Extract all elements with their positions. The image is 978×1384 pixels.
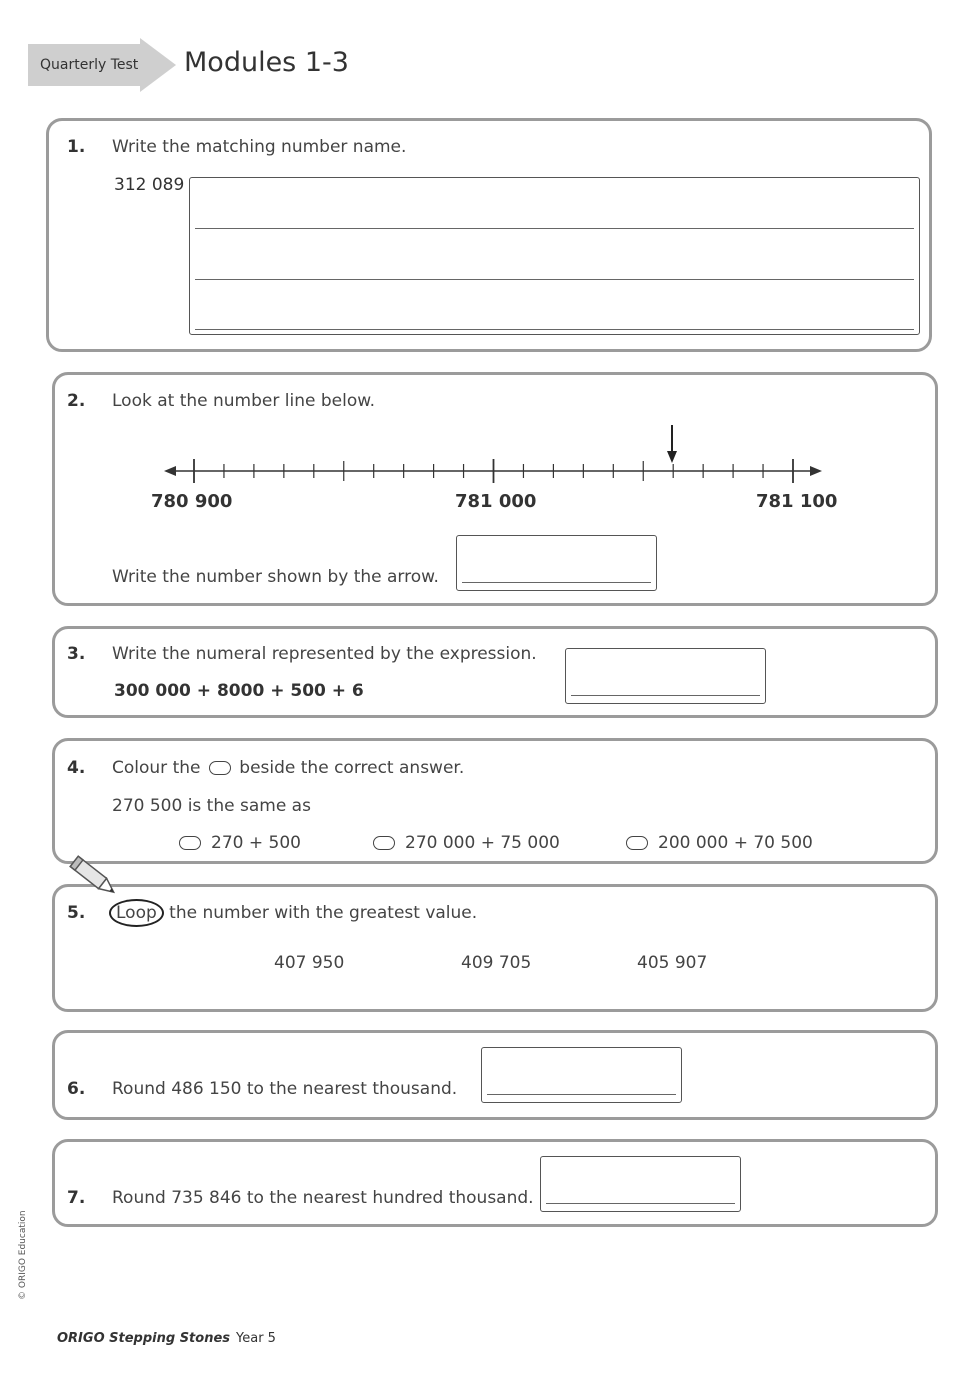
question-1-answer-box[interactable] bbox=[189, 177, 920, 335]
answer-line bbox=[462, 582, 651, 583]
answer-line bbox=[546, 1203, 735, 1204]
question-6 bbox=[52, 1030, 938, 1120]
number-line-label-start: 780 900 bbox=[151, 491, 233, 512]
number-choice-2[interactable]: 409 705 bbox=[461, 953, 532, 973]
brand-name: ORIGO Stepping Stones bbox=[57, 1331, 231, 1346]
question-3-text: Write the numeral represented by the expression. bbox=[112, 644, 537, 664]
question-1-value: 312 089 bbox=[114, 175, 185, 195]
question-3-number: 3. bbox=[67, 644, 86, 664]
question-2-number: 2. bbox=[67, 391, 86, 411]
question-3-answer-box[interactable] bbox=[565, 648, 766, 704]
question-5-text-rest: the number with the greatest value. bbox=[169, 903, 478, 923]
question-2-answer-box[interactable] bbox=[456, 535, 657, 591]
question-7-answer-box[interactable] bbox=[540, 1156, 741, 1212]
tag-label: Quarterly Test bbox=[40, 57, 139, 73]
option-a[interactable] bbox=[179, 833, 301, 853]
question-1-number: 1. bbox=[67, 137, 86, 157]
option-c-oval-icon[interactable] bbox=[626, 836, 648, 850]
question-3-expression: 300 000 + 8000 + 500 + 6 bbox=[114, 681, 364, 701]
option-b-oval-icon[interactable] bbox=[373, 836, 395, 850]
question-4-text-after: beside the correct answer. bbox=[239, 758, 465, 778]
question-3 bbox=[52, 626, 938, 718]
question-2-text: Look at the number line below. bbox=[112, 391, 375, 411]
loop-word-label: Loop bbox=[116, 903, 157, 923]
question-2 bbox=[52, 372, 938, 606]
number-line-label-middle: 781 000 bbox=[455, 491, 537, 512]
number-choice-3[interactable]: 405 907 bbox=[637, 953, 708, 973]
question-7-number: 7. bbox=[67, 1188, 86, 1208]
question-2-prompt: Write the number shown by the arrow. bbox=[112, 567, 439, 587]
question-4-text bbox=[112, 758, 464, 778]
option-b[interactable] bbox=[373, 833, 560, 853]
answer-line bbox=[195, 279, 914, 280]
number-line-right-arrowhead bbox=[810, 466, 822, 476]
question-4-subtext: 270 500 is the same as bbox=[112, 796, 311, 816]
question-5-number: 5. bbox=[67, 903, 86, 923]
option-a-oval-icon[interactable] bbox=[179, 836, 201, 850]
question-5 bbox=[52, 884, 938, 1012]
year-label: Year 5 bbox=[236, 1331, 276, 1346]
arrow-marker-head bbox=[667, 451, 677, 463]
option-c-label: 200 000 + 70 500 bbox=[658, 833, 813, 853]
number-choice-1[interactable]: 407 950 bbox=[274, 953, 345, 973]
number-line-left-arrowhead bbox=[164, 466, 176, 476]
question-1-text: Write the matching number name. bbox=[112, 137, 407, 157]
pencil-icon bbox=[66, 854, 126, 904]
question-4-text-before: Colour the bbox=[112, 758, 201, 778]
question-7 bbox=[52, 1139, 938, 1227]
question-6-number: 6. bbox=[67, 1079, 86, 1099]
question-4-number: 4. bbox=[67, 758, 86, 778]
answer-line bbox=[195, 228, 914, 229]
question-6-answer-box[interactable] bbox=[481, 1047, 682, 1103]
footer-brand bbox=[57, 1331, 276, 1346]
tag-arrow bbox=[140, 38, 176, 92]
quarterly-test-tag bbox=[28, 44, 140, 86]
option-c[interactable] bbox=[626, 833, 813, 853]
copyright: © ORIGO Education bbox=[18, 1210, 28, 1300]
question-6-text: Round 486 150 to the nearest thousand. bbox=[112, 1079, 458, 1099]
question-1 bbox=[46, 118, 932, 352]
page-title: Modules 1-3 bbox=[184, 47, 349, 78]
oval-icon bbox=[209, 761, 231, 775]
answer-line bbox=[487, 1094, 676, 1095]
number-line-label-end: 781 100 bbox=[756, 491, 838, 512]
answer-line bbox=[571, 695, 760, 696]
question-7-text: Round 735 846 to the nearest hundred thousand. bbox=[112, 1188, 534, 1208]
question-4 bbox=[52, 738, 938, 864]
option-a-label: 270 + 500 bbox=[211, 833, 301, 853]
option-b-label: 270 000 + 75 000 bbox=[405, 833, 560, 853]
question-5-text bbox=[109, 903, 477, 927]
answer-line bbox=[195, 329, 914, 330]
